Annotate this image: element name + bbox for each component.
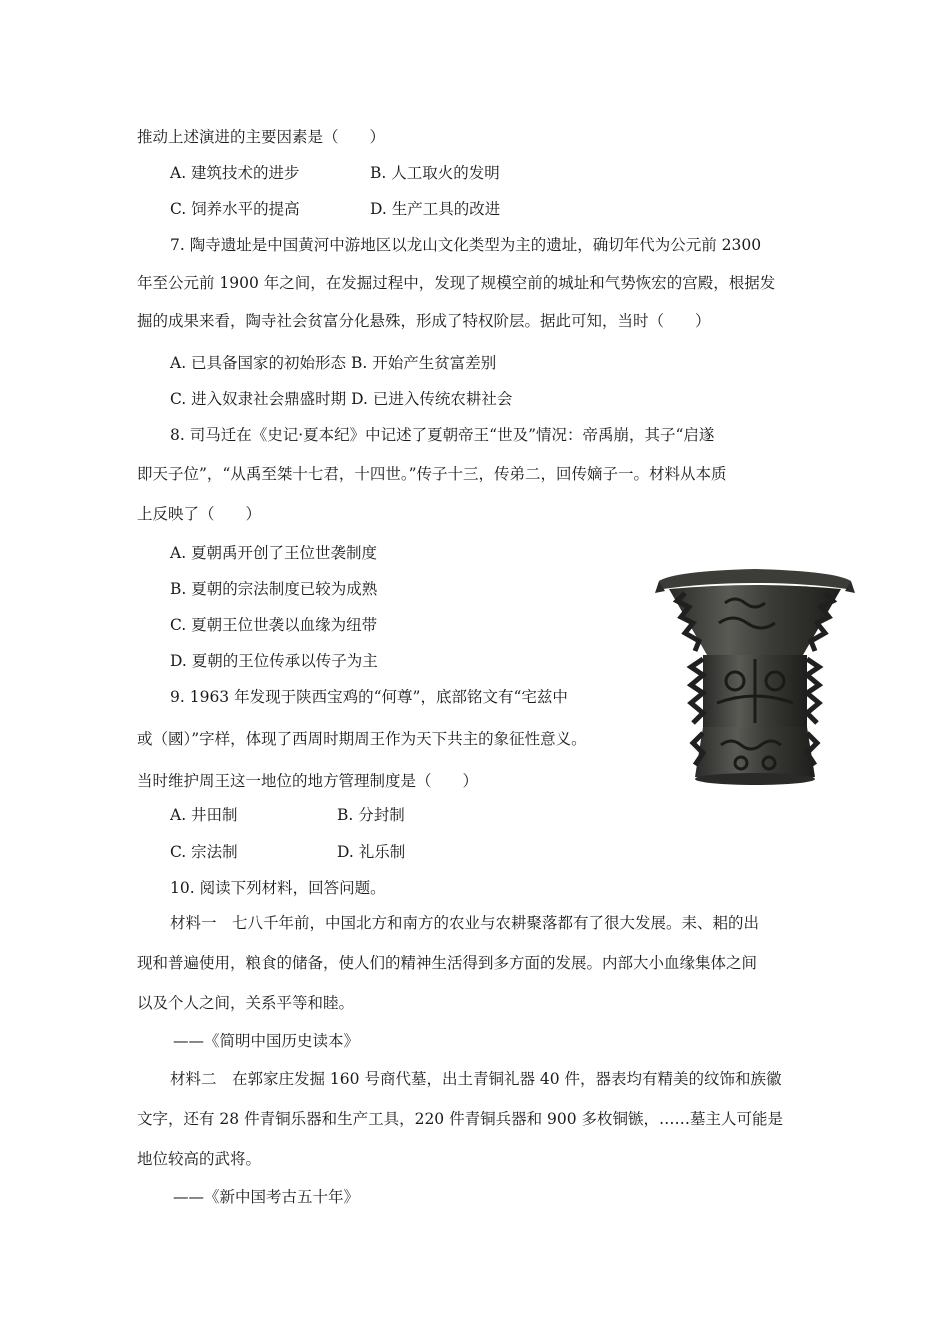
q8-line-1: 8. 司马迁在《史记·夏本纪》中记述了夏朝帝王“世及”情况：帝禹崩，其子“启遂 — [170, 426, 715, 444]
q6-option-a: A. 建筑技术的进步 — [170, 164, 300, 182]
q8-option-a: A. 夏朝禹开创了王位世袭制度 — [170, 544, 378, 562]
q9-option-c: C. 宗法制 — [170, 843, 238, 861]
q7-line-2: 年至公元前 1900 年之间，在发掘过程中，发现了规模空前的城址和气势恢宏的宫殿，根据发 — [137, 274, 776, 292]
q10-material-2-line-3: 地位较高的武将。 — [137, 1150, 262, 1168]
q10-material-2-line-1: 材料二 在郭家庄发掘 160 号商代墓，出土青铜礼器 40 件，器表均有精美的纹饰和族徽 — [170, 1070, 782, 1088]
q7-line-3: 掘的成果来看，陶寺社会贫富分化悬殊，形成了特权阶层。据此可知，当时（ ） — [137, 312, 711, 330]
q9-line-2: 或（國）”字样，体现了西周时期周王作为天下共主的象征性意义。 — [137, 730, 587, 748]
bronze-vessel-image — [655, 563, 855, 793]
q6-option-b: B. 人工取火的发明 — [370, 164, 500, 182]
q9-option-d: D. 礼乐制 — [337, 843, 406, 861]
q9-option-b: B. 分封制 — [337, 806, 405, 824]
q9-line-1: 9. 1963 年发现于陕西宝鸡的“何尊”，底部铭文有“宅兹中 — [170, 688, 568, 706]
q8-line-3: 上反映了（ ） — [137, 505, 262, 523]
q10-material-1-line-2: 现和普遍使用，粮食的储备，使人们的精神生活得到多方面的发展。内部大小血缘集体之间 — [137, 954, 758, 972]
q7-options-ab: A. 已具备国家的初始形态 B. 开始产生贫富差别 — [170, 354, 497, 372]
q10-material-1-line-1: 材料一 七八千年前，中国北方和南方的农业与农耕聚落都有了很大发展。耒、耜的出 — [170, 914, 760, 932]
q7-options-cd: C. 进入奴隶社会鼎盛时期 D. 已进入传统农耕社会 — [170, 390, 513, 408]
q6-option-c: C. 饲养水平的提高 — [170, 200, 300, 218]
q6-option-d: D. 生产工具的改进 — [370, 200, 501, 218]
q8-option-c: C. 夏朝王位世袭以血缘为纽带 — [170, 616, 378, 634]
q10-material-1-source: ——《简明中国历史读本》 — [173, 1032, 360, 1050]
q10-material-1-line-3: 以及个人之间，关系平等和睦。 — [137, 994, 355, 1012]
q8-option-b: B. 夏朝的宗法制度已较为成熟 — [170, 580, 378, 598]
q6-stem: 推动上述演进的主要因素是（ ） — [137, 128, 386, 146]
q7-line-1: 7. 陶寺遗址是中国黄河中游地区以龙山文化类型为主的遗址，确切年代为公元前 2300 — [170, 236, 762, 254]
q9-line-3: 当时维护周王这一地位的地方管理制度是（ ） — [137, 772, 479, 790]
q8-line-2: 即天子位”，“从禹至桀十七君，十四世。”传子十三，传弟二，回传嫡子一。材料从本质 — [137, 465, 727, 483]
q8-option-d: D. 夏朝的王位传承以传子为主 — [170, 652, 378, 670]
q9-option-a: A. 井田制 — [170, 806, 238, 824]
q10-intro: 10. 阅读下列材料，回答问题。 — [170, 879, 386, 897]
q10-material-2-line-2: 文字，还有 28 件青铜乐器和生产工具，220 件青铜兵器和 900 多枚铜镞，……墓主人可能是 — [137, 1110, 784, 1128]
q10-material-2-source: ——《新中国考古五十年》 — [173, 1188, 360, 1206]
